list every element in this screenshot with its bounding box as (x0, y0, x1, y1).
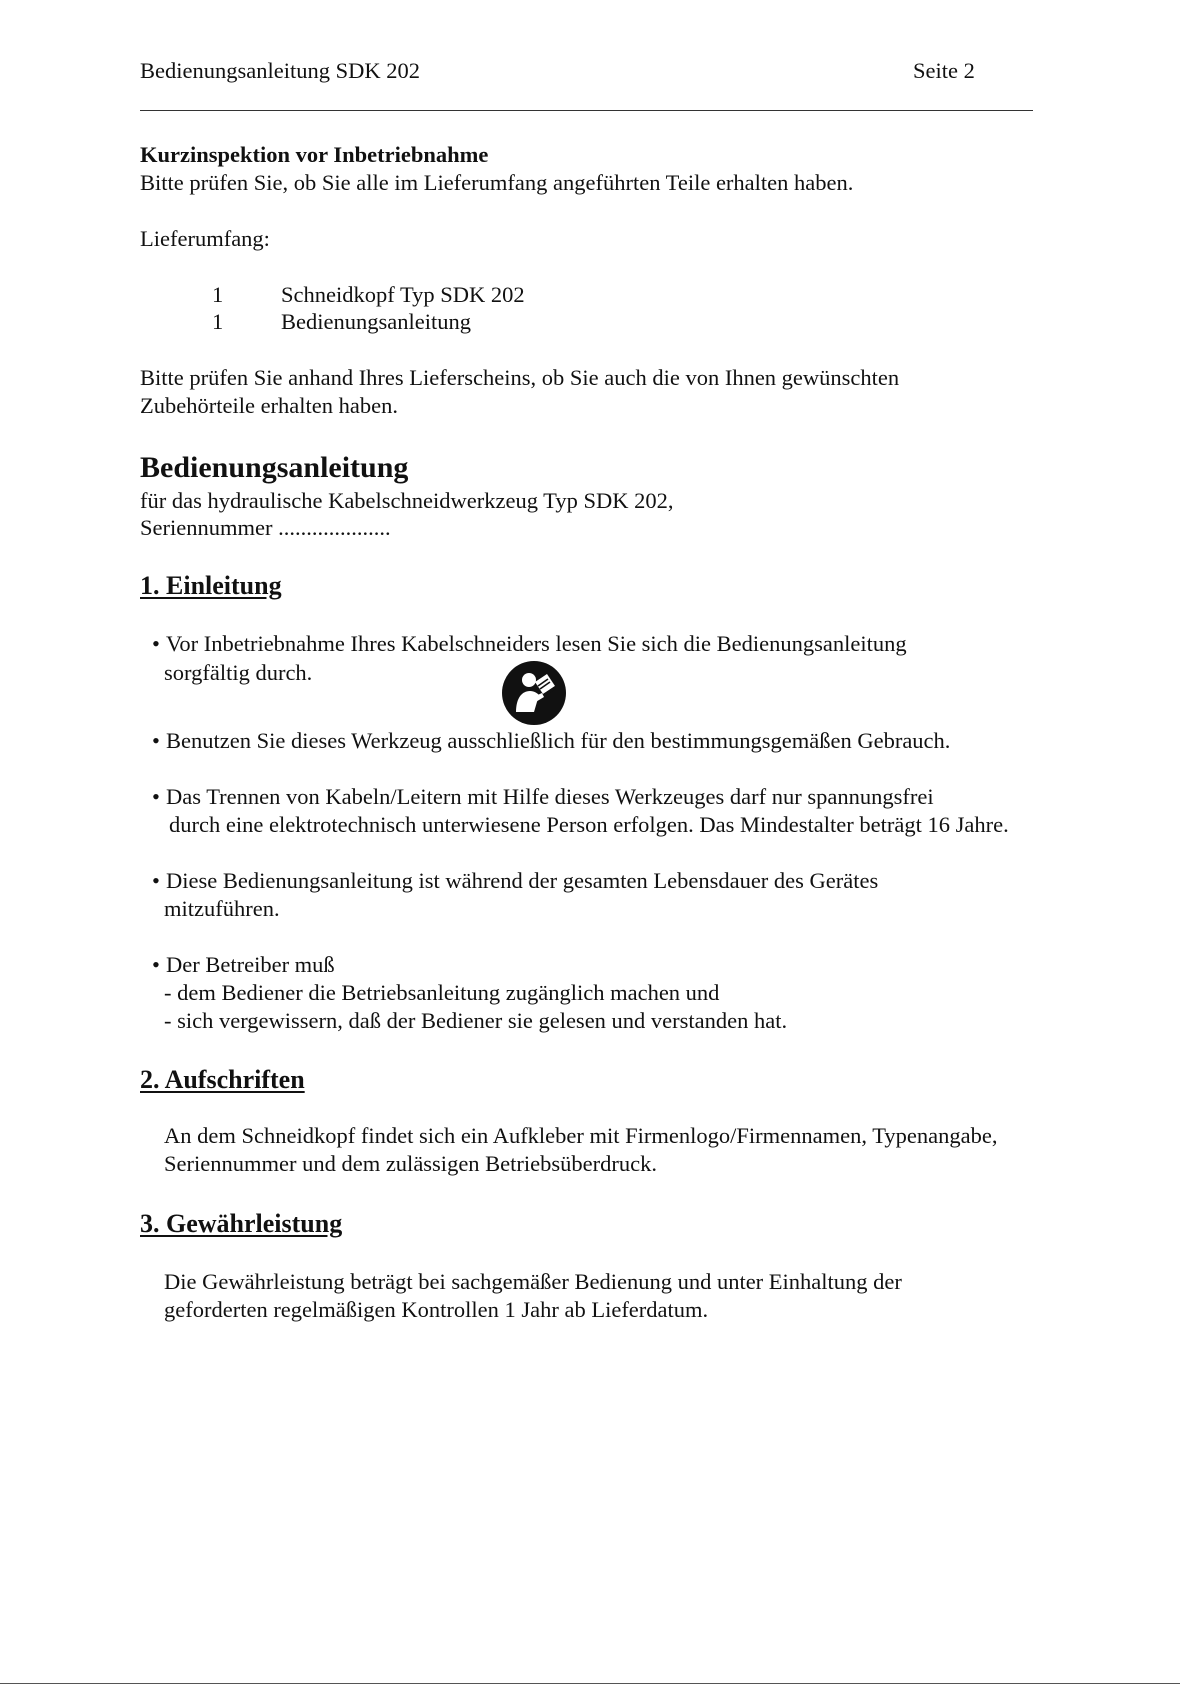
bullet-item (152, 951, 335, 979)
read-manual-icon (501, 660, 567, 726)
scope-item-qty: 1 (212, 282, 224, 307)
bullet-dot: • (152, 784, 160, 809)
section-heading-einleitung: 1. Einleitung (140, 571, 282, 600)
bullet-item (152, 867, 878, 895)
manual-title: Bedienungsanleitung (140, 451, 409, 484)
bullet-text: Das Trennen von Kabeln/Leitern mit Hilfe dieses Werkzeuges darf nur spannungsfrei (166, 784, 934, 809)
header-title: Bedienungsanleitung SDK 202 (140, 58, 420, 83)
paragraph-line: An dem Schneidkopf findet sich ein Aufkleber mit Firmenlogo/Firmennamen, Typenangabe, (164, 1123, 998, 1148)
bullet-item (152, 727, 950, 755)
paragraph-line: Die Gewährleistung beträgt bei sachgemäßer Bedienung und unter Einhaltung der (164, 1269, 902, 1294)
paragraph-line: geforderten regelmäßigen Kontrollen 1 Jahr ab Lieferdatum. (164, 1297, 709, 1322)
sub-item: - dem Bediener die Betriebsanleitung zugänglich machen und (164, 980, 720, 1005)
delivery-note-line: Bitte prüfen Sie anhand Ihres Lieferscheins, ob Sie auch die von Ihnen gewünschten (140, 365, 900, 390)
scope-item-name: Schneidkopf Typ SDK 202 (281, 282, 525, 307)
bullet-text: Der Betreiber muß (166, 952, 335, 977)
bullet-dot: • (152, 631, 160, 656)
bullet-dot: • (152, 868, 160, 893)
sub-item: - sich vergewissern, daß der Bediener sie gelesen und verstanden hat. (164, 1008, 788, 1033)
paragraph-line: Seriennummer und dem zulässigen Betriebsüberdruck. (164, 1151, 657, 1176)
bullet-text-continued: durch eine elektrotechnisch unterwiesene Person erfolgen. Das Mindestalter beträgt 16 Jahre. (169, 812, 1009, 837)
inspection-heading: Kurzinspektion vor Inbetriebnahme (140, 142, 489, 167)
scope-label: Lieferumfang: (140, 226, 270, 251)
bullet-text: Vor Inbetriebnahme Ihres Kabelschneiders lesen Sie sich die Bedienungsanleitung (166, 631, 907, 656)
bullet-text-continued: sorgfältig durch. (164, 660, 313, 685)
section-heading-aufschriften: 2. Aufschriften (140, 1065, 305, 1094)
bullet-dot: • (152, 728, 160, 753)
bullet-text: Benutzen Sie dieses Werkzeug ausschließlich für den bestimmungsgemäßen Gebrauch. (166, 728, 951, 753)
page-bottom-edge (0, 1683, 1180, 1684)
inspection-text: Bitte prüfen Sie, ob Sie alle im Lieferumfang angeführten Teile erhalten haben. (140, 170, 854, 195)
manual-subtitle: für das hydraulische Kabelschneidwerkzeug Typ SDK 202, (140, 488, 674, 513)
delivery-note-line: Zubehörteile erhalten haben. (140, 393, 399, 418)
serial-number-line: Seriennummer .................... (140, 515, 391, 540)
bullet-text-continued: mitzuführen. (164, 896, 280, 921)
bullet-item (152, 783, 934, 811)
section-heading-gewaehrleistung: 3. Gewährleistung (140, 1209, 343, 1238)
bullet-dot: • (152, 952, 160, 977)
bullet-item (152, 630, 907, 658)
page-number: Seite 2 (913, 58, 975, 83)
scope-item-name: Bedienungsanleitung (281, 309, 471, 334)
scope-item-qty: 1 (212, 309, 224, 334)
bullet-text: Diese Bedienungsanleitung ist während der gesamten Lebensdauer des Gerätes (166, 868, 879, 893)
header-divider (140, 110, 1033, 111)
